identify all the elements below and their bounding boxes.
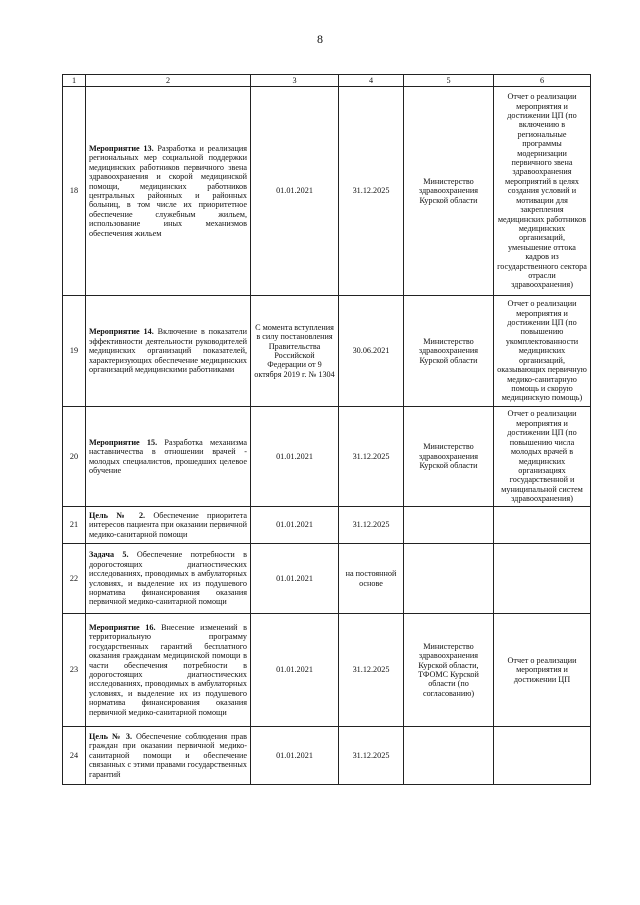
row-number: 19 xyxy=(63,296,86,407)
executor xyxy=(404,544,494,614)
activity-text: Внесение изменений в территориальную программу государственных гарантий бесплатного оказания гражданам медицинской помощи в части обеспечения потребности в дорогостоящих диагностических исследованиях, проводимых в амбулаторных условиях, и выделение их из подушевого норматива финансирования оказания первичной медико-санитарной помощи xyxy=(89,622,247,717)
expected-result xyxy=(494,544,591,614)
end-date: 31.12.2025 xyxy=(339,614,404,727)
activity-text: Обеспечение потребности в дорогостоящих диагностических исследованиях, проводимых в амбулаторных условиях, и выделение их из подушевого норматива финансирования оказания первичной медико-санитарной помощи xyxy=(89,550,248,607)
expected-result xyxy=(494,507,591,544)
executor xyxy=(404,727,494,785)
column-header: 4 xyxy=(339,75,404,87)
executor: Министерство здравоохранения Курской области xyxy=(404,87,494,296)
activity-description xyxy=(86,87,251,296)
start-date: 01.01.2021 xyxy=(251,87,339,296)
table-row xyxy=(63,507,591,544)
activity-text: Включение в показатели эффективности деятельности руководителей медицинских организаций показателей, характеризующих обеспечение медицинских организаций медицинскими работниками xyxy=(89,327,247,375)
activity-text: Разработка и реализация региональных мер социальной поддержки медицинских работников первичного звена здравоохранения и скорой медицинской помощи, медицинских работников центральных районных и районных больниц, в том числе их приоритетное обеспечение служебным жильем, использование иных механизмов обеспечения жильем xyxy=(89,143,247,238)
activity-description xyxy=(86,507,251,544)
expected-result: Отчет о реализации мероприятия и достижении ЦП (по включению в региональные программы модернизации первичного звена здравоохранения мероприятий в целях создания условий и мотивации для закрепления медицинских работников медицинских организаций, уменьшение оттока кадров из государственного сектора отрасли здравоохранения) xyxy=(494,87,591,296)
start-date: 01.01.2021 xyxy=(251,727,339,785)
table-header-row xyxy=(63,75,591,87)
start-date: 01.01.2021 xyxy=(251,507,339,544)
table-row xyxy=(63,407,591,507)
row-number: 21 xyxy=(63,507,86,544)
table-row xyxy=(63,544,591,614)
activity-description xyxy=(86,727,251,785)
table-row xyxy=(63,614,591,727)
expected-result: Отчет о реализации мероприятия и достижении ЦП xyxy=(494,614,591,727)
column-header: 3 xyxy=(251,75,339,87)
end-date: 31.12.2025 xyxy=(339,507,404,544)
row-number: 20 xyxy=(63,407,86,507)
activity-description xyxy=(86,407,251,507)
end-date: 31.12.2025 xyxy=(339,727,404,785)
activity-label: Мероприятие 14. xyxy=(89,327,154,337)
column-header: 2 xyxy=(86,75,251,87)
column-header: 5 xyxy=(404,75,494,87)
activity-description xyxy=(86,614,251,727)
activity-label: Мероприятие 16. xyxy=(89,622,156,632)
end-date: 31.12.2025 xyxy=(339,407,404,507)
expected-result: Отчет о реализации мероприятия и достижении ЦП (по повышению числа молодых врачей в медицинских организациях государственной и муниципальной систем здравоохранения) xyxy=(494,407,591,507)
row-number: 22 xyxy=(63,544,86,614)
executor: Министерство здравоохранения Курской области, ТФОМС Курской области (по согласованию) xyxy=(404,614,494,727)
table-row xyxy=(63,296,591,407)
end-date: на постоянной основе xyxy=(339,544,404,614)
activity-text: Обеспечение приоритета интересов пациента при оказании первичной медико-санитарной помощи xyxy=(89,510,248,539)
activity-description xyxy=(86,544,251,614)
activity-label: Мероприятие 13. xyxy=(89,143,154,153)
table-row xyxy=(63,87,591,296)
row-number: 24 xyxy=(63,727,86,785)
activity-description xyxy=(86,296,251,407)
start-date: 01.01.2021 xyxy=(251,544,339,614)
activity-text: Разработка механизма наставничества в отношении врачей - молодых специалистов, прошедших целевое обучение xyxy=(89,437,247,475)
activity-label: Цель № 3. xyxy=(89,731,133,741)
start-date: 01.01.2021 xyxy=(251,407,339,507)
expected-result: Отчет о реализации мероприятия и достижении ЦП (по повышению укомплектованности медицинских организаций, оказывающих первичную медико-санитарную помощь и скорую медицинскую помощь) xyxy=(494,296,591,407)
end-date: 30.06.2021 xyxy=(339,296,404,407)
column-header: 1 xyxy=(63,75,86,87)
row-number: 18 xyxy=(63,87,86,296)
start-date: 01.01.2021 xyxy=(251,614,339,727)
activity-label: Цель № 2. xyxy=(89,510,146,520)
executor: Министерство здравоохранения Курской области xyxy=(404,296,494,407)
table-row xyxy=(63,727,591,785)
row-number: 23 xyxy=(63,614,86,727)
activity-label: Мероприятие 15. xyxy=(89,437,158,447)
activity-text: Обеспечение соблюдения прав граждан при оказании первичной медико-санитарной помощи и обеспечение связанных с этими правами государственных гарантий xyxy=(89,731,248,779)
start-date: С момента вступления в силу постановления Правительства Российской Федерации от 9 октября 2019 г. № 1304 xyxy=(251,296,339,407)
end-date: 31.12.2025 xyxy=(339,87,404,296)
activity-label: Задача 5. xyxy=(89,550,129,560)
plan-table xyxy=(62,74,591,785)
executor: Министерство здравоохранения Курской области xyxy=(404,407,494,507)
column-header: 6 xyxy=(494,75,591,87)
executor xyxy=(404,507,494,544)
page-number: 8 xyxy=(317,32,323,46)
expected-result xyxy=(494,727,591,785)
